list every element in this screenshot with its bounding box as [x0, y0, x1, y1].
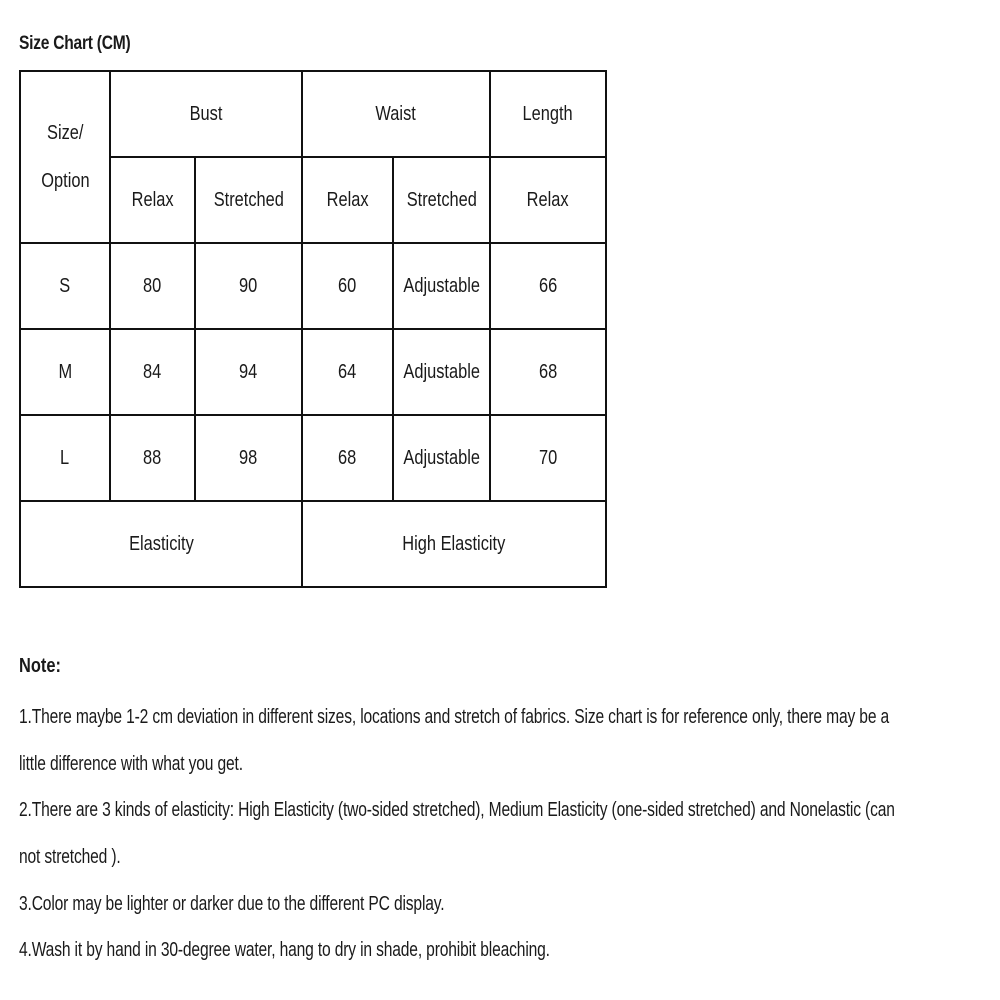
elasticity-value: High Elasticity — [302, 501, 606, 587]
size-cell: L — [20, 415, 110, 501]
table-row — [20, 415, 606, 501]
note-line-6: 4.Wash it by hand in 30-degree water, hang to dry in shade, prohibit bleaching. — [19, 939, 550, 961]
size-header-label: Size/ — [46, 122, 84, 144]
note-line-1: 1.There maybe 1-2 cm deviation in different sizes, locations and stretch of fabrics. Size chart is for reference only, there may be a — [19, 706, 890, 728]
note-heading: Note: — [19, 655, 61, 677]
waist-relax-cell: 60 — [302, 243, 393, 329]
subheader-length-relax: Relax — [490, 157, 606, 243]
elasticity-label: Elasticity — [20, 501, 302, 587]
subheader-waist-relax: Relax — [302, 157, 393, 243]
bust-stretched-cell: 98 — [195, 415, 302, 501]
size-chart-table — [19, 70, 607, 588]
waist-stretched-cell: Adjustable — [393, 329, 490, 415]
note-line-2: little difference with what you get. — [19, 753, 243, 775]
size-cell: M — [20, 329, 110, 415]
waist-relax-cell: 68 — [302, 415, 393, 501]
bust-header: Bust — [110, 71, 302, 157]
bust-relax-cell: 84 — [110, 329, 195, 415]
bust-relax-cell: 88 — [110, 415, 195, 501]
subheader-bust-stretched: Stretched — [195, 157, 302, 243]
length-relax-cell: 68 — [490, 329, 606, 415]
size-cell: S — [20, 243, 110, 329]
waist-stretched-cell: Adjustable — [393, 243, 490, 329]
waist-relax-cell: 64 — [302, 329, 393, 415]
table-row — [20, 329, 606, 415]
subheader-waist-stretched: Stretched — [393, 157, 490, 243]
subheader-bust-relax: Relax — [110, 157, 195, 243]
length-relax-cell: 70 — [490, 415, 606, 501]
length-header: Length — [490, 71, 606, 157]
elasticity-row — [20, 501, 606, 587]
waist-header: Waist — [302, 71, 490, 157]
note-line-5: 3.Color may be lighter or darker due to the different PC display. — [19, 893, 445, 915]
size-option-header — [20, 71, 110, 243]
page-title: Size Chart (CM) — [19, 33, 131, 54]
waist-stretched-cell: Adjustable — [393, 415, 490, 501]
option-header-label: Option — [40, 170, 90, 192]
length-relax-cell: 66 — [490, 243, 606, 329]
bust-stretched-cell: 94 — [195, 329, 302, 415]
note-line-3: 2.There are 3 kinds of elasticity: High Elasticity (two-sided stretched), Medium Elasticity (one-sided stretched) and Nonelastic (can — [19, 799, 895, 821]
note-line-4: not stretched ). — [19, 846, 121, 868]
table-header-row — [20, 71, 606, 157]
table-row — [20, 243, 606, 329]
bust-relax-cell: 80 — [110, 243, 195, 329]
bust-stretched-cell: 90 — [195, 243, 302, 329]
